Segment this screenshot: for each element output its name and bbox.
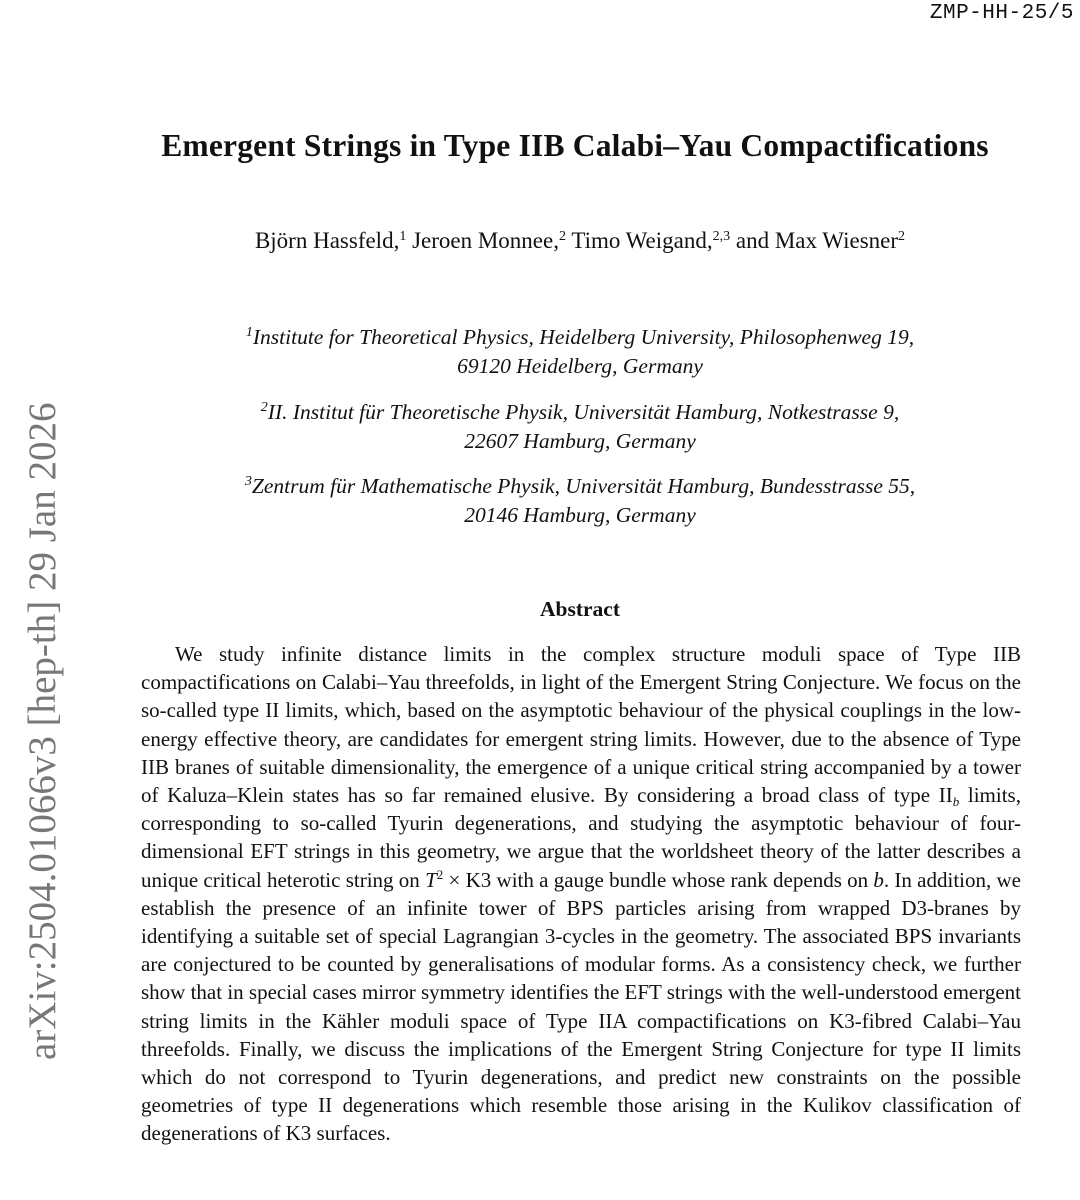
author-affiliation-mark: 2,3 [712,229,731,244]
affiliation-3 [0,472,1080,530]
affiliation-1 [0,323,1080,381]
math-subscript: b [952,794,960,810]
abstract-body [141,640,1021,1148]
affiliation-line: 20146 Hamburg, Germany [464,503,696,527]
author-name: Timo Weigand, [571,228,713,253]
abstract-text: × K3 with a gauge bundle whose rank depends on [443,867,874,892]
math-symbol: b [873,867,884,892]
affiliation-line: 69120 Heidelberg, Germany [457,354,703,378]
affiliation-line: II. Institut für Theoretische Physik, Universität Hamburg, Notkestrasse 9, [267,400,900,424]
author-name: Jeroen Monnee, [412,228,559,253]
author-affiliation-mark: 1 [399,229,407,244]
math-symbol: T [425,867,437,892]
arxiv-stamp: arXiv:2504.01066v3 [hep-th] 29 Jan 2026 [21,402,64,1060]
abstract-text: We study infinite distance limits in the complex structure moduli space of Type IIB compactifications on Calabi–Yau threefolds, in light of the Emergent String Conjecture. We focus on the so-called type II limits, which, based on the asymptotic behaviour of the physical couplings in the low-energy effective theory, are candidates for emergent string limits. However, due to the absence of Type IIB branes of suitable dimensionality, the emergence of a unique critical string accompanied by a tower of Kaluza–Klein states has so far remained elusive. By considering a broad class of type II [141,642,1021,808]
abstract-heading: Abstract [539,597,620,621]
abstract-text: . In addition, we establish the presence of an infinite tower of BPS particles arising from wrapped D3-branes by identifying a suitable set of special Lagrangian 3-cycles in the geometry. The associated BPS invariants are conjectured to be counted by generalisations of modular forms. As a consistency check, we further show that in special cases mirror symmetry identifies the EFT strings with the well-understood emergent string limits in the Kähler moduli space of Type IIA compactifications on K3-fibred Calabi–Yau threefolds. Finally, we discuss the implications of the Emergent String Conjecture for type II limits which do not correspond to Tyurin degenerations, and predict new constraints on the possible geometries of type II degenerations which resemble those arising in the Kulikov classification of degenerations of K3 surfaces. [141,867,1021,1146]
paper-title: Emergent Strings in Type IIB Calabi–Yau Compactifications [161,128,989,163]
affiliation-line: Institute for Theoretical Physics, Heidelberg University, Philosophenweg 19, [252,325,915,349]
affiliation-line: Zentrum für Mathematische Physik, Universität Hamburg, Bundesstrasse 55, [251,474,916,498]
report-number: ZMP-HH-25/5 [929,2,1074,25]
abstract-text: limits, corresponding to so-called Tyurin degenerations, and studying the asymptotic behaviour of four-dimensional EFT strings in this geometry, we argue that the worldsheet theory of the latter describes a unique critical heterotic string on [141,783,1021,892]
affiliation-line: 22607 Hamburg, Germany [464,429,696,453]
author-name: and Max Wiesner [735,228,899,253]
affiliation-2 [0,398,1080,456]
affiliation-mark: 1 [245,325,253,340]
author-affiliation-mark: 2 [898,229,906,244]
affiliation-mark: 2 [260,400,268,415]
math-superscript: 2 [436,866,444,882]
author-name: Björn Hassfeld, [254,228,400,253]
affiliation-mark: 3 [244,474,252,489]
author-list [0,228,1080,254]
author-affiliation-mark: 2 [558,229,566,244]
